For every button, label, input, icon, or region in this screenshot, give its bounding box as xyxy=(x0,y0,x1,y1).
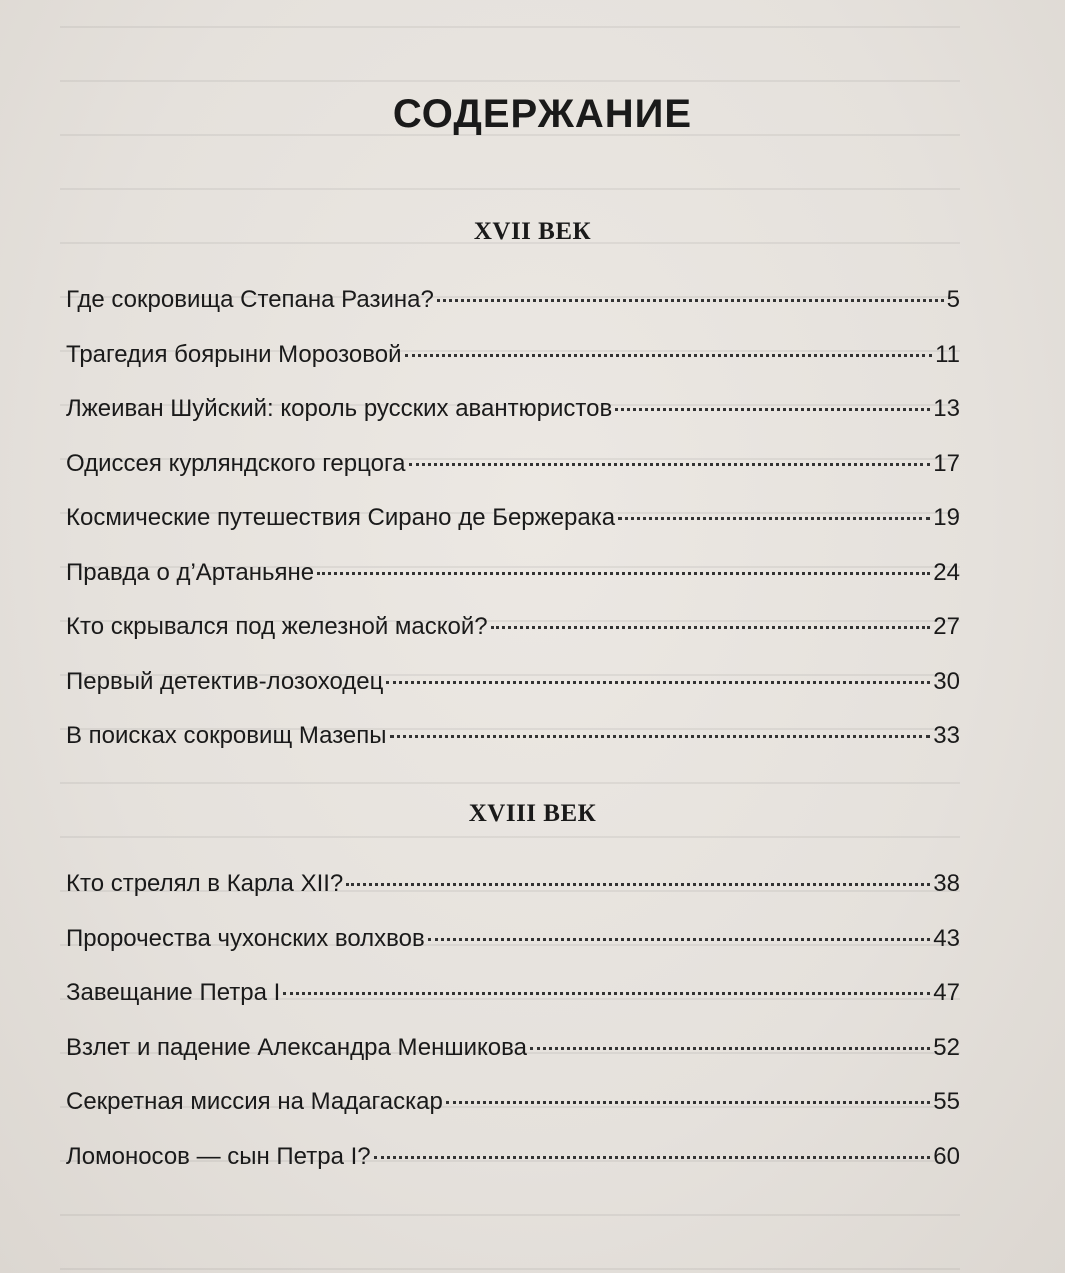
dot-leader xyxy=(386,681,930,684)
toc-entry xyxy=(66,559,960,614)
toc-entry-page: 11 xyxy=(935,340,960,368)
toc-entry-title: Кто стрелял в Карла XII? xyxy=(66,870,344,897)
toc-entry xyxy=(66,286,960,341)
dot-leader xyxy=(374,1156,931,1159)
toc-entry xyxy=(66,395,960,450)
toc-entry xyxy=(66,870,960,925)
toc-entry-page: 38 xyxy=(933,870,960,897)
dot-leader xyxy=(317,572,930,575)
dot-leader xyxy=(283,992,930,995)
toc-entry-page: 13 xyxy=(933,395,960,422)
toc-entry-title: Ломоносов — сын Петра I? xyxy=(66,1142,371,1170)
toc-entry xyxy=(66,504,960,559)
dot-leader xyxy=(428,938,931,941)
toc-entry-page: 17 xyxy=(933,449,960,477)
toc-list-xviii xyxy=(66,870,960,1197)
toc-entry-title: Завещание Петра I xyxy=(66,979,281,1006)
toc-entry-title: В поисках сокровищ Мазепы xyxy=(66,722,387,749)
page-title: СОДЕРЖАНИЕ xyxy=(392,92,693,136)
toc-entry xyxy=(66,613,960,668)
toc-entry-title: Где сокровища Степана Разина? xyxy=(66,286,434,313)
toc-entry-title: Кто скрывался под железной маской? xyxy=(66,613,488,640)
toc-entry-title: Правда о д’Артаньяне xyxy=(66,558,315,586)
toc-entry xyxy=(66,668,960,723)
toc-entry-title: Первый детектив-лозоходец xyxy=(66,667,384,695)
toc-entry-title: Лжеиван Шуйский: король русских авантюристов xyxy=(66,395,613,422)
toc-entry xyxy=(66,722,960,777)
toc-entry-title: Секретная миссия на Мадагаскар xyxy=(66,1088,443,1115)
dot-leader xyxy=(530,1047,930,1050)
toc-entry-page: 47 xyxy=(933,979,960,1006)
dot-leader xyxy=(437,299,944,302)
toc-entry-title: Космические путешествия Сирано де Бержерака xyxy=(66,504,616,531)
toc-entry xyxy=(66,1143,960,1198)
toc-entry xyxy=(66,925,960,980)
dot-leader xyxy=(491,626,931,629)
toc-entry xyxy=(66,979,960,1034)
toc-entry-page: 52 xyxy=(933,1033,960,1061)
dot-leader xyxy=(405,354,933,357)
toc-entry xyxy=(66,341,960,396)
dot-leader xyxy=(615,408,930,411)
toc-entry-title: Одиссея курляндского герцога xyxy=(66,449,406,477)
toc-entry xyxy=(66,1088,960,1143)
toc-entry xyxy=(66,450,960,505)
toc-entry-title: Трагедия боярыни Морозовой xyxy=(66,340,402,368)
toc-entry-page: 5 xyxy=(946,286,960,313)
toc-entry-title: Взлет и падение Александра Меншикова xyxy=(66,1033,527,1061)
toc-list-xvii xyxy=(66,286,960,777)
toc-entry-title: Пророчества чухонских волхвов xyxy=(66,924,425,952)
toc-entry-page: 27 xyxy=(933,613,960,640)
toc-entry-page: 24 xyxy=(933,558,960,586)
dot-leader xyxy=(346,883,930,886)
toc-entry-page: 55 xyxy=(933,1088,960,1115)
dot-leader xyxy=(390,735,931,738)
section-heading-xviii: XVIII ВЕК xyxy=(468,800,597,827)
toc-entry-page: 30 xyxy=(933,667,960,695)
toc-entry-page: 33 xyxy=(933,722,960,749)
dot-leader xyxy=(409,463,931,466)
dot-leader xyxy=(618,517,930,520)
dot-leader xyxy=(446,1101,930,1104)
toc-entry xyxy=(66,1034,960,1089)
toc-entry-page: 19 xyxy=(933,504,960,531)
toc-entry-page: 43 xyxy=(933,924,960,952)
section-heading-xvii: XVII ВЕК xyxy=(473,218,592,245)
toc-entry-page: 60 xyxy=(933,1142,960,1170)
